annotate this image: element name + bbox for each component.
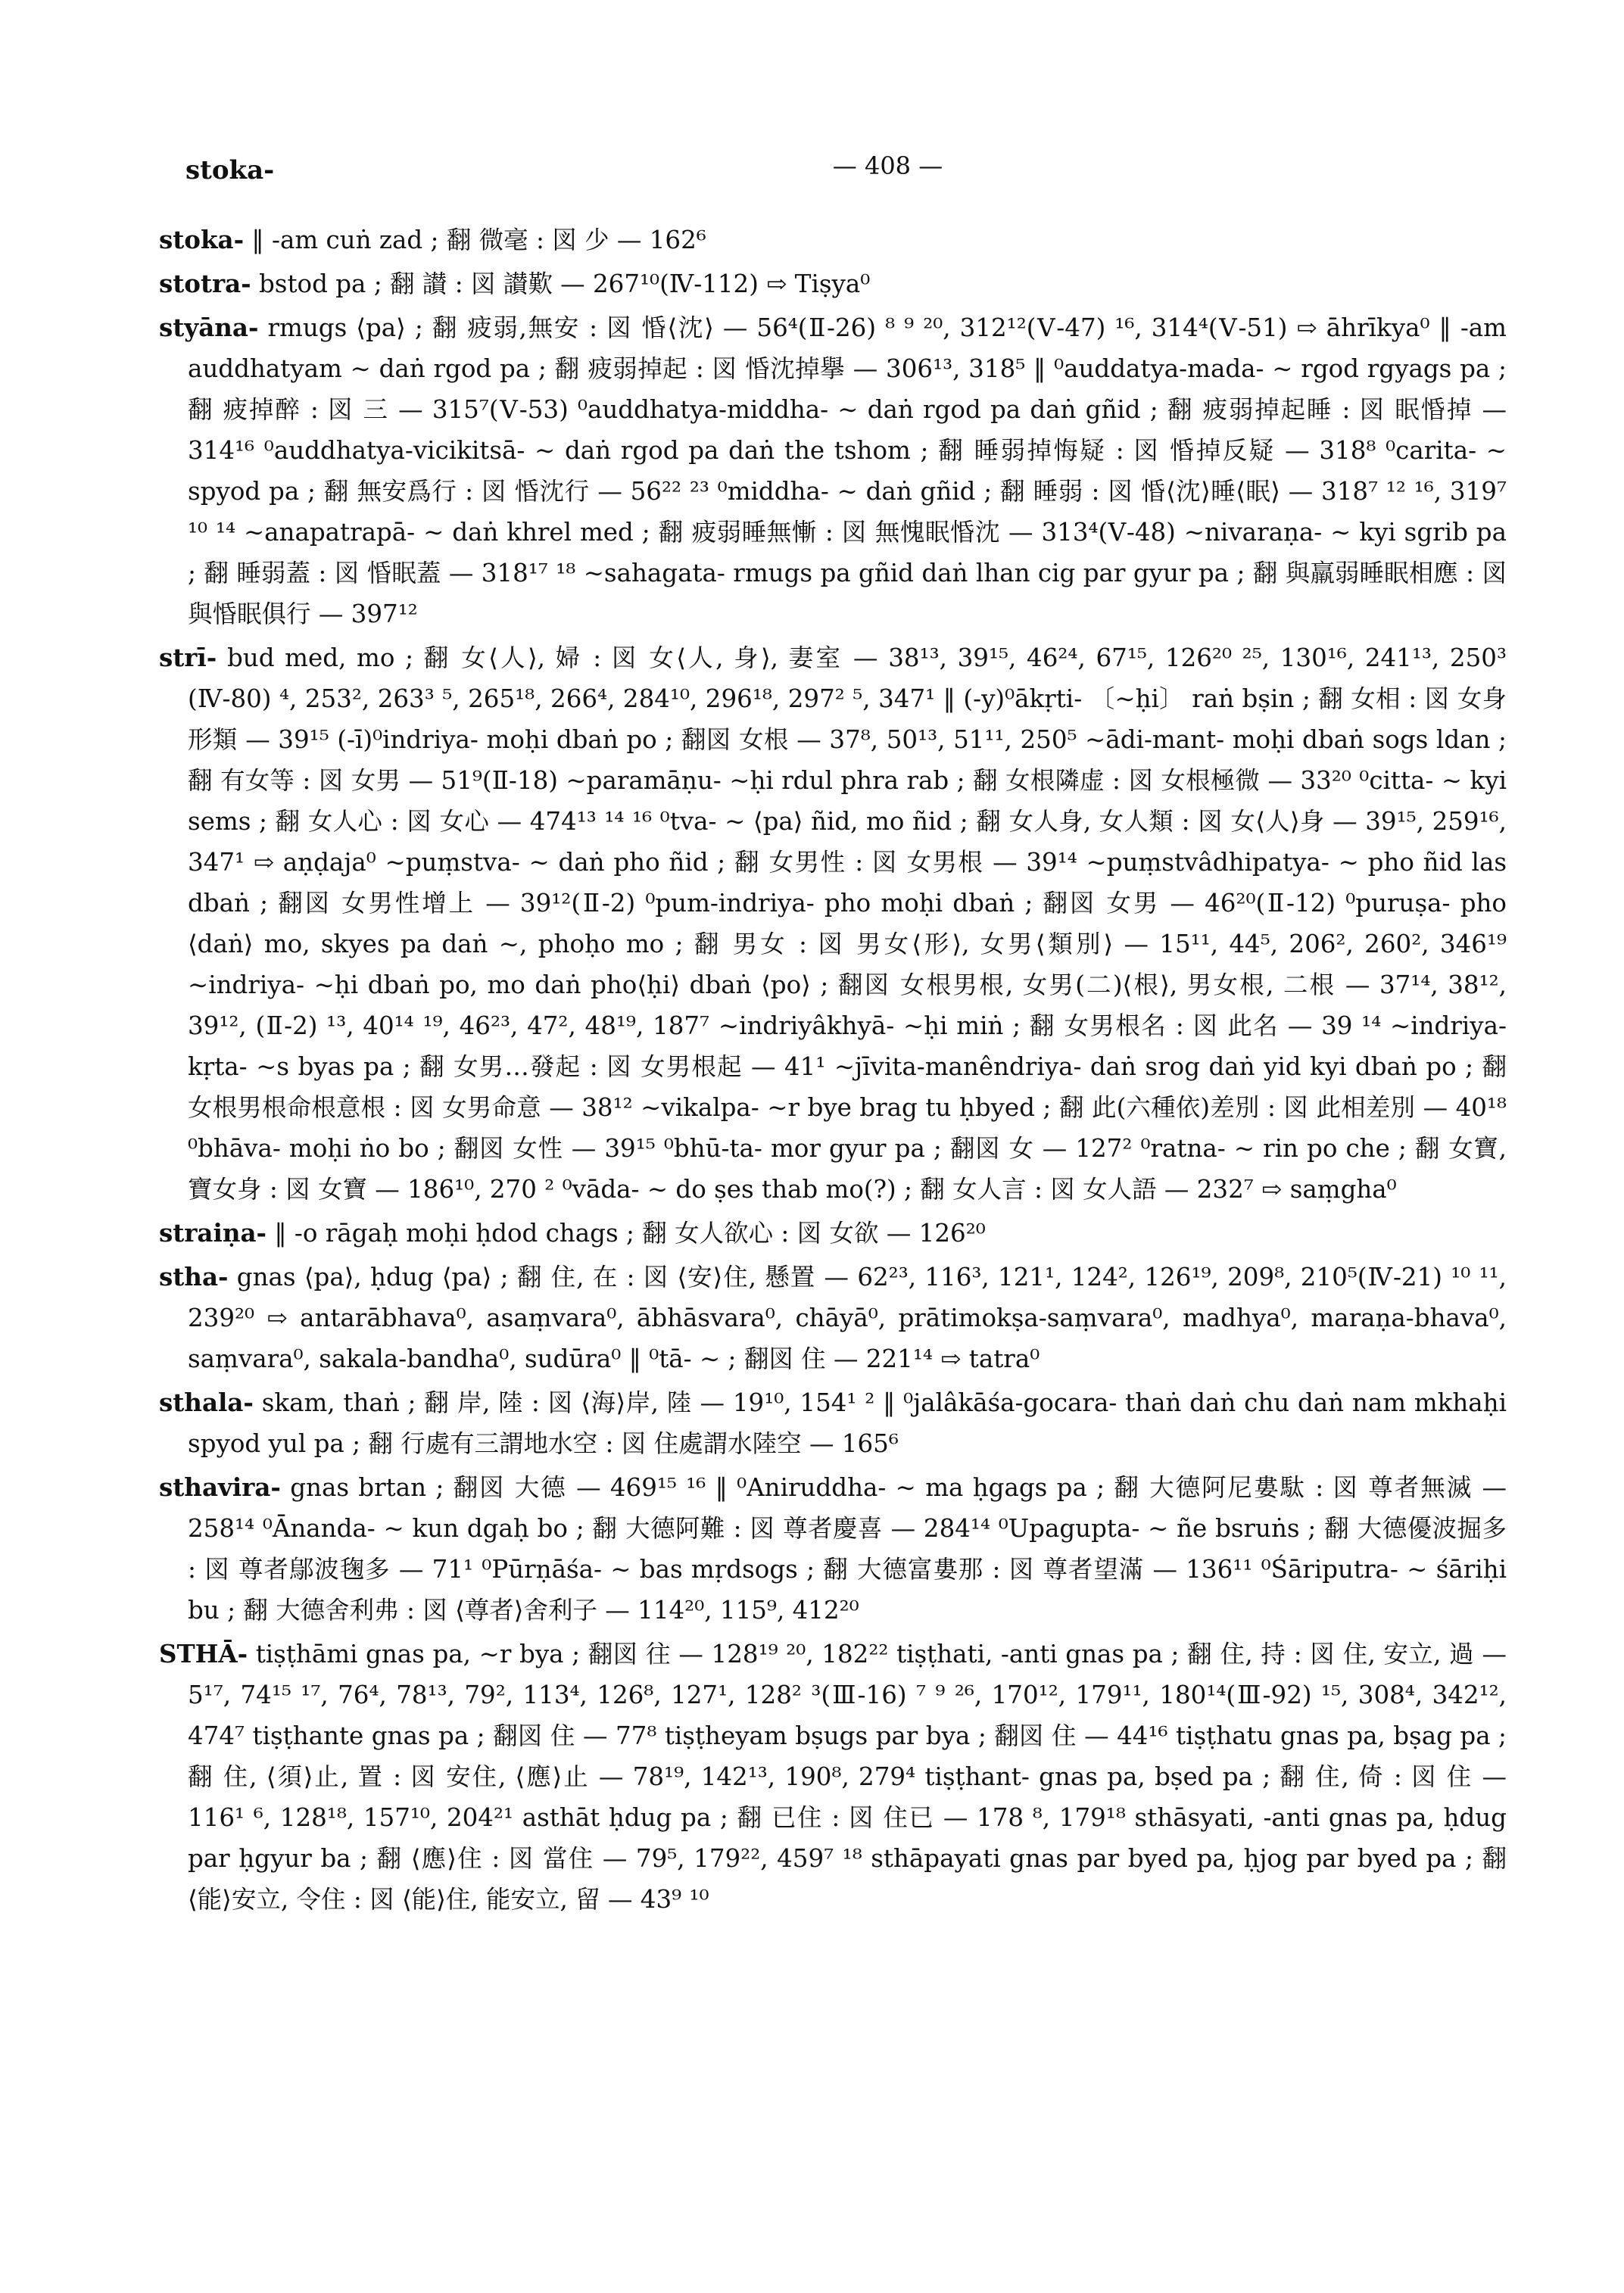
headword: stoka- — [159, 225, 245, 254]
entry-stha — [159, 1257, 1507, 1379]
entries — [159, 220, 1507, 1923]
entry-body: tiṣṭhāmi gnas pa, ∼r bya ; 翻図 往 — 128¹⁹ ²⁰, 182²² tiṣṭhati, -anti gnas pa ; 翻 住, 持 : 図 住, 安立, 過 — 5¹⁷, 74¹⁵ ¹⁷, 76⁴, 78¹³, 79², 113⁴, 126⁸, 127¹, 128² ³(Ⅲ-16) ⁷ ⁹ ²⁶, 170¹², 179¹¹, 180¹⁴(Ⅲ-92) ¹⁵, 308⁴, 342¹², 474⁷ tiṣṭhante gnas pa ; 翻図 住 — 77⁸ tiṣṭheyam bṣugs par bya ; 翻図 住 — 44¹⁶ tiṣṭhatu gnas pa, bṣag pa ; 翻 住, ⟨須⟩止, 置 : 図 安住, ⟨應⟩止 — 78¹⁹, 142¹³, 190⁸, 279⁴ tiṣṭhant- gnas pa, bṣed pa ; 翻 住, 倚 : 図 住 — 116¹ ⁶, 128¹⁸, 157¹⁰, 204²¹ asthāt ḥdug pa ; 翻 已住 : 図 住已 — 178 ⁸, 179¹⁸ sthāsyati, -anti gnas pa, ḥdug par ḥgyur ba ; 翻 ⟨應⟩住 : 図 當住 — 79⁵, 179²², 459⁷ ¹⁸ sthāpayati gnas par byed pa, ḥjog par byed pa ; 翻 ⟨能⟩安立, 令住 : 図 ⟨能⟩住, 能安立, 留 — 43⁹ ¹⁰ — [188, 1640, 1507, 1914]
entry-stoka — [159, 220, 1507, 260]
entry-styana — [159, 307, 1507, 634]
entry-sthala — [159, 1382, 1507, 1464]
entry-body: rmugs ⟨pa⟩ ; 翻 疲弱,無安 : 図 惛⟨沈⟩ — 56⁴(Ⅱ-26) ⁸ ⁹ ²⁰, 312¹²(Ⅴ-47) ¹⁶, 314⁴(Ⅴ-51) ⇨ āhrīkya⁰ ‖ -am auddhatyam ∼ daṅ rgod pa ; 翻 疲弱掉起 : 図 惛沈掉擧 — 306¹³, 318⁵ ‖ ⁰auddatya-mada- ∼ rgod rgyags pa ; 翻 疲掉醉 : 図 三 — 315⁷(Ⅴ-53) ⁰auddhatya-middha- ∼ daṅ rgod pa daṅ gñid ; 翻 疲弱掉起睡 : 図 眠惛掉 — 314¹⁶ ⁰auddhatya-vicikitsā- ∼ daṅ rgod pa daṅ the tshom ; 翻 睡弱掉悔疑 : 図 惛掉反疑 — 318⁸ ⁰carita- ∼ spyod pa ; 翻 無安爲行 : 図 惛沈行 — 56²² ²³ ⁰middha- ∼ daṅ gñid ; 翻 睡弱 : 図 惛⟨沈⟩睡⟨眠⟩ — 318⁷ ¹² ¹⁶, 319⁷ ¹⁰ ¹⁴ ∼anapatrapā- ∼ daṅ khrel med ; 翻 疲弱睡無慚 : 図 無愧眠惛沈 — 313⁴(Ⅴ-48) ∼nivaraṇa- ∼ kyi sgrib pa ; 翻 睡弱蓋 : 図 惛眠蓋 — 318¹⁷ ¹⁸ ∼sahagata- rmugs pa gñid daṅ lhan cig par gyur pa ; 翻 與羸弱睡眠相應 : 図 與惛眠俱行 — 397¹² — [188, 313, 1507, 628]
entry-body: gnas ⟨pa⟩, ḥdug ⟨pa⟩ ; 翻 住, 在 : 図 ⟨安⟩住, 懸置 — 62²³, 116³, 121¹, 124², 126¹⁹, 209⁸, 210⁵(Ⅳ-21) ¹⁰ ¹¹, 239²⁰ ⇨ antarābhava⁰, asaṃvara⁰, ābhāsvara⁰, chāyā⁰, prātimokṣa-saṃvara⁰, madhya⁰, maraṇa-bhava⁰, saṃvara⁰, sakala-bandha⁰, sudūra⁰ ‖ ⁰tā- ∼ ; 翻図 住 — 221¹⁴ ⇨ tatra⁰ — [188, 1263, 1507, 1373]
entry-straina — [159, 1213, 1507, 1254]
entry-body: bstod pa ; 翻 讃 : 図 讃歎 — 267¹⁰(Ⅳ-112) ⇨ Tiṣya⁰ — [251, 269, 871, 298]
entry-body: ‖ -o rāgaḥ moḥi ḥdod chags ; 翻 女人欲心 : 図 女欲 — 126²⁰ — [267, 1219, 986, 1248]
entry-body: ‖ -am cuṅ zad ; 翻 微毫 : 図 少 — 162⁶ — [244, 226, 706, 254]
headword: STHĀ- — [159, 1639, 248, 1668]
entry-body: gnas brtan ; 翻図 大德 — 469¹⁵ ¹⁶ ‖ ⁰Aniruddha- ∼ ma ḥgags pa ; 翻 大德阿尼婁駄 : 図 尊者無滅 — 258¹⁴ ⁰Ānanda- ∼ kun dgaḥ bo ; 翻 大德阿難 : 図 尊者慶喜 — 284¹⁴ ⁰Upagupta- ∼ ñe bsruṅs ; 翻 大德優波掘多 : 図 尊者鄔波毱多 — 71¹ ⁰Pūrṇāśa- ∼ bas mṛdsogs ; 翻 大德富婁那 : 図 尊者望滿 — 136¹¹ ⁰Śāriputra- ∼ śāriḥi bu ; 翻 大德舍利弗 : 図 ⟨尊者⟩舍利子 — 114²⁰, 115⁹, 412²⁰ — [188, 1473, 1507, 1625]
entry-stotra — [159, 263, 1507, 304]
headword: sthala- — [159, 1388, 254, 1417]
headword: straiṇa- — [159, 1218, 267, 1248]
entry-stri — [159, 637, 1507, 1210]
entry-stha-verb — [159, 1634, 1507, 1920]
headword: sthavira- — [159, 1472, 281, 1502]
headword: styāna- — [159, 313, 259, 342]
entry-body: skam, thaṅ ; 翻 岸, 陸 : 図 ⟨海⟩岸, 陸 — 19¹⁰, 154¹ ² ‖ ⁰jalâkāśa-gocara- thaṅ daṅ chu daṅ nam mkhaḥi spyod yul pa ; 翻 行處有三謂地水空 : 図 住處謂水陸空 — 165⁶ — [188, 1388, 1507, 1458]
headword: stotra- — [159, 269, 251, 298]
entry-body: bud med, mo ; 翻 女⟨人⟩, 婦 : 図 女⟨人, 身⟩, 妻室 — 38¹³, 39¹⁵, 46²⁴, 67¹⁵, 126²⁰ ²⁵, 130¹⁶, 241¹³, 250³ (Ⅳ-80) ⁴, 253², 263³ ⁵, 265¹⁸, 266⁴, 284¹⁰, 296¹⁸, 297² ⁵, 347¹ ‖ (-y)⁰ākṛti- 〔∼ḥi〕 raṅ bṣin ; 翻 女相 : 図 女身形類 — 39¹⁵ (-ī)⁰indriya- moḥi dbaṅ po ; 翻図 女根 — 37⁸, 50¹³, 51¹¹, 250⁵ ∼ādi-mant- moḥi dbaṅ sogs ldan ; 翻 有女等 : 図 女男 — 51⁹(Ⅱ-18) ∼paramāṇu- ∼ḥi rdul phra rab ; 翻 女根隣虚 : 図 女根極微 — 33²⁰ ⁰citta- ∼ kyi sems ; 翻 女人心 : 図 女心 — 474¹³ ¹⁴ ¹⁶ ⁰tva- ∼ ⟨pa⟩ ñid, mo ñid ; 翻 女人身, 女人類 : 図 女⟨人⟩身 — 39¹⁵, 259¹⁶, 347¹ ⇨ aṇḍaja⁰ ∼puṃstva- ∼ daṅ pho ñid ; 翻 女男性 : 図 女男根 — 39¹⁴ ∼puṃstvâdhipatya- ∼ pho ñid las dbaṅ ; 翻図 女男性增上 — 39¹²(Ⅱ-2) ⁰pum-indriya- pho moḥi dbaṅ ; 翻図 女男 — 46²⁰(Ⅱ-12) ⁰puruṣa- pho ⟨daṅ⟩ mo, skyes pa daṅ ∼, phoḥo mo ; 翻 男女 : 図 男女⟨形⟩, 女男⟨類別⟩ — 15¹¹, 44⁵, 206², 260², 346¹⁹ ∼indriya- ∼ḥi dbaṅ po, mo daṅ pho⟨ḥi⟩ dbaṅ ⟨po⟩ ; 翻図 女根男根, 女男(二)⟨根⟩, 男女根, 二根 — 37¹⁴, 38¹², 39¹², (Ⅱ-2) ¹³, 40¹⁴ ¹⁹, 46²³, 47², 48¹⁹, 187⁷ ∼indriyâkhyā- ∼ḥi miṅ ; 翻 女男根名 : 図 此名 — 39 ¹⁴ ∼indriya-kṛta- ∼s byas pa ; 翻 女男…發起 : 図 女男根起 — 41¹ ∼jīvita-manêndriya- daṅ srog daṅ yid kyi dbaṅ po ; 翻 女根男根命根意根 : 図 女男命意 — 38¹² ∼vikalpa- ∼r bye brag tu ḥbyed ; 翻 此(六種依)差別 : 図 此相差別 — 40¹⁸ ⁰bhāva- moḥi ṅo bo ; 翻図 女性 — 39¹⁵ ⁰bhū-ta- mor gyur pa ; 翻図 女 — 127² ⁰ratna- ∼ rin po che ; 翻 女寶, 寶女身 : 図 女寶 — 186¹⁰, 270 ² ⁰vāda- ∼ do ṣes thab mo(?) ; 翻 女人言 : 図 女人語 — 232⁷ ⇨ saṃgha⁰ — [188, 643, 1507, 1204]
entry-sthavira — [159, 1467, 1507, 1631]
page-number: — 408 — — [832, 151, 943, 180]
headword: strī- — [159, 643, 217, 672]
running-head: stoka- — [185, 155, 275, 185]
headword: stha- — [159, 1262, 229, 1291]
